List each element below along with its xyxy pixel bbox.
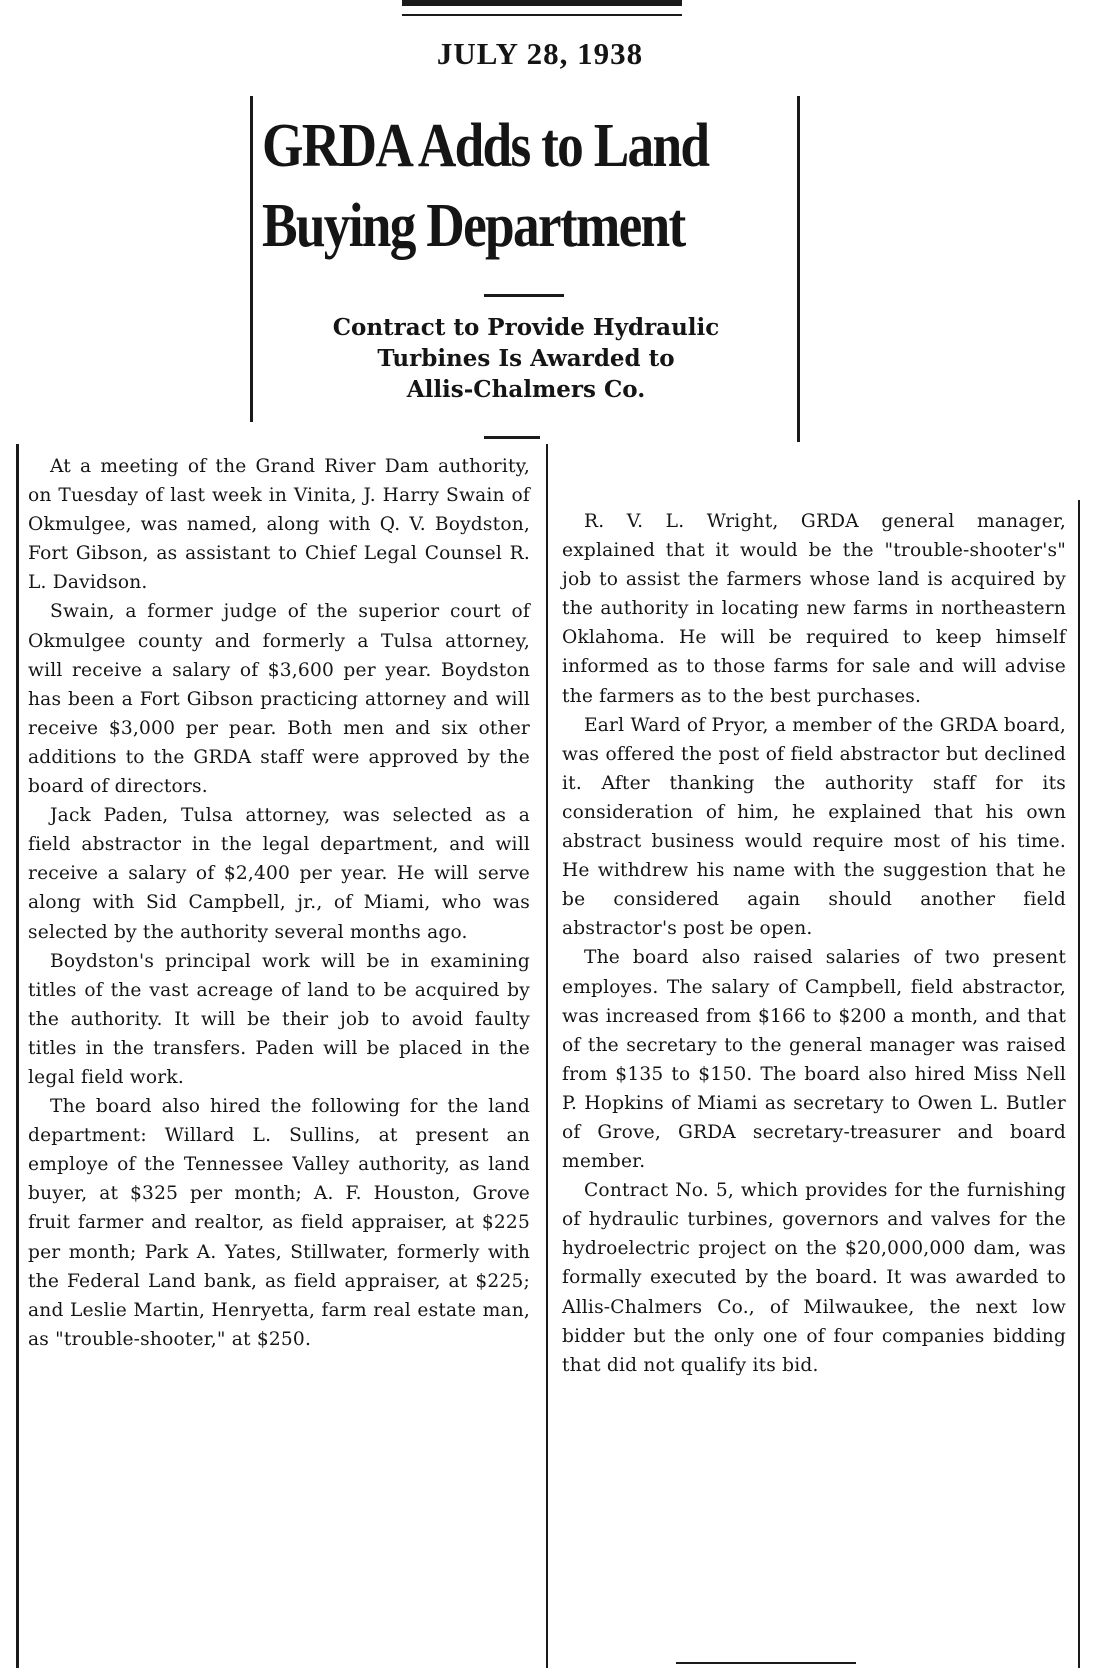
subhead-divider bbox=[484, 436, 540, 439]
headline-box-left-border bbox=[250, 96, 253, 422]
top-rule-thin bbox=[402, 14, 682, 16]
paragraph: Swain, a former judge of the superior court of Okmulgee county and formerly a Tulsa attorney, will receive a salary of $3,600 per year. Boydston has been a Fort Gibson practicing attorney and will receive $3,000 per pear. Both men and six other additions to the GRDA staff were approved by the board of directors. bbox=[28, 601, 530, 798]
column-right-border bbox=[1078, 500, 1080, 1668]
headline-divider bbox=[484, 294, 564, 297]
paragraph: Contract No. 5, which provides for the furnishing of hydraulic turbines, governors and valves for the hydroelectric project on the $20,000,000 dam, was formally executed by the board. It was awarded to Allis-Chalmers Co., of Milwaukee, the next low bidder but the only one of four companies bidding that did not qualify its bid. bbox=[562, 1180, 1066, 1376]
paragraph: Jack Paden, Tulsa attorney, was selected as a field abstractor in the legal department, and will receive a salary of $2,400 per year. He will serve along with Sid Campbell, jr., of Miami, who was selected by the authority several months ago. bbox=[28, 805, 530, 943]
subhead-line-3: Allis-Chalmers Co. bbox=[406, 376, 646, 403]
paragraph: The board also raised salaries of two present employes. The salary of Campbell, field abstractor, was increased from $166 to $200 a month, and that of the secretary to the general manager was raised from $135 to $150. The board also hired Miss Nell P. Hopkins of Miami as secretary to Owen L. Butler of Grove, GRDA secretary-treasurer and board member. bbox=[562, 947, 1066, 1173]
headline-box-right-border bbox=[797, 96, 800, 442]
headline-line-2: Buying Department bbox=[262, 192, 685, 260]
paragraph: Boydston's principal work will be in examining titles of the vast acreage of land to be acquired by the authority. It will be their job to avoid faulty titles in the transfers. Paden will be placed in the legal field work. bbox=[28, 950, 530, 1088]
bottom-divider bbox=[676, 1662, 856, 1664]
article-column-left bbox=[28, 452, 530, 1354]
top-rule-thick bbox=[402, 0, 682, 6]
headline bbox=[262, 106, 716, 266]
subhead-line-2: Turbines Is Awarded to bbox=[377, 345, 675, 372]
paragraph: Earl Ward of Pryor, a member of the GRDA board, was offered the post of field abstractor but declined it. After thanking the authority staff for its consideration of him, he explained that his own abstract business would require most of his time. He withdrew his name with the suggestion that he be considered again should another field abstractor's post be open. bbox=[562, 714, 1066, 940]
publication-date: JULY 28, 1938 bbox=[436, 36, 644, 71]
subhead-line-1: Contract to Provide Hydraulic bbox=[332, 314, 720, 341]
paragraph: The board also hired the following for the land department: Willard L. Sullins, at present an employe of the Tennessee Valley authority, as land buyer, at $325 per month; A. F. Houston, Grove fruit farmer and realtor, as field appraiser, at $225 per month; Park A. Yates, Stillwater, formerly with the Federal Land bank, as field appraiser, at $225; and Leslie Martin, Henryetta, farm real estate man, as "trouble-shooter," at $250. bbox=[28, 1096, 530, 1350]
paragraph: R. V. L. Wright, GRDA general manager, explained that it would be the "trouble-shooter's" job to assist the farmers whose land is acquired by the authority in locating new farms in northeastern Oklahoma. He will be required to keep himself informed as to those farms for sale and will advise the farmers as to the best purchases. bbox=[562, 511, 1066, 707]
column-separator bbox=[546, 444, 548, 1668]
column-left-border bbox=[16, 444, 19, 1668]
article-column-right bbox=[562, 507, 1066, 1380]
headline-line-1: GRDA Adds to Land bbox=[262, 112, 709, 180]
paragraph: At a meeting of the Grand River Dam authority, on Tuesday of last week in Vinita, J. Harry Swain of Okmulgee, was named, along with Q. V. Boydston, Fort Gibson, as assistant to Chief Legal Counsel R. L. Davidson. bbox=[28, 456, 530, 594]
subheadline bbox=[262, 312, 790, 405]
